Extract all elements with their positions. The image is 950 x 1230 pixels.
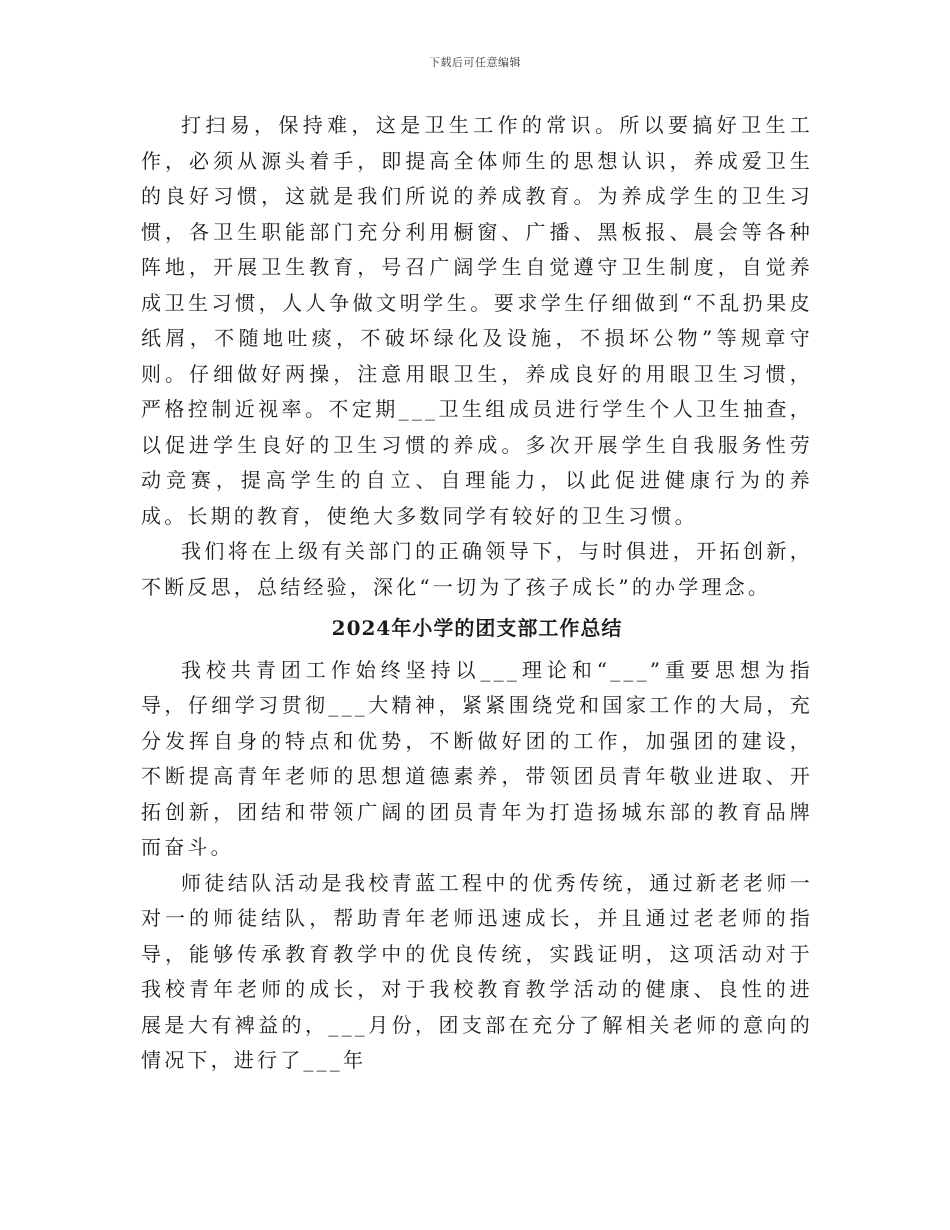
paragraph-mentorship: 师徒结队活动是我校青蓝工程中的优秀传统，通过新老老师一对一的师徒结队，帮助青年老师迅速成长，并且通过老老师的指导，能够传承教育教学中的优良传统，实践证明，这项活动对于我校青年老师的成长，对于我校教育教学活动的健康、良性的进展是大有裨益的，___月份，团支部在充分了解相关老师的意向的情况下，进行了___年 [141, 870, 813, 1072]
paragraph-hygiene-habits: 打扫易，保持难，这是卫生工作的常识。所以要搞好卫生工作，必须从源头着手，即提高全体师生的思想认识，养成爱卫生的良好习惯，这就是我们所说的养成教育。为养成学生的卫生习惯，各卫生职能部门充分利用橱窗、广播、黑板报、晨会等各种阵地，开展卫生教育，号召广阔学生自觉遵守卫生制度，自觉养成卫生习惯，人人争做文明学生。要求学生仔细做到“不乱扔果皮纸屑，不随地吐痰，不破坏绿化及设施，不损坏公物”等规章守则。仔细做好两操，注意用眼卫生，养成良好的用眼卫生习惯，严格控制近视率。不定期___卫生组成员进行学生个人卫生抽查，以促进学生良好的卫生习惯的养成。多次开展学生自我服务性劳动竞赛，提高学生的自立、自理能力，以此促进健康行为的养成。长期的教育，使绝大多数同学有较好的卫生习惯。 [141, 113, 813, 528]
paragraph-closing-statement: 我们将在上级有关部门的正确领导下，与时俱进，开拓创新，不断反思，总结经验，深化“一切为了孩子成长”的办学理念。 [141, 539, 813, 599]
page-header-note: 下载后可任意编辑 [429, 56, 521, 69]
document-body [141, 108, 813, 1079]
paragraph-youth-league-work: 我校共青团工作始终坚持以___理论和“___”重要思想为指导，仔细学习贯彻___大精神，紧紧围绕党和国家工作的大局，充分发挥自身的特点和优势，不断做好团的工作，加强团的建设，不断提高青年老师的思想道德素养，带领团员青年敬业进取、开拓创新，团结和带领广阔的团员青年为打造扬城东部的教育品牌而奋斗。 [141, 657, 813, 859]
section-heading: 2024年小学的团支部工作总结 [331, 616, 623, 640]
